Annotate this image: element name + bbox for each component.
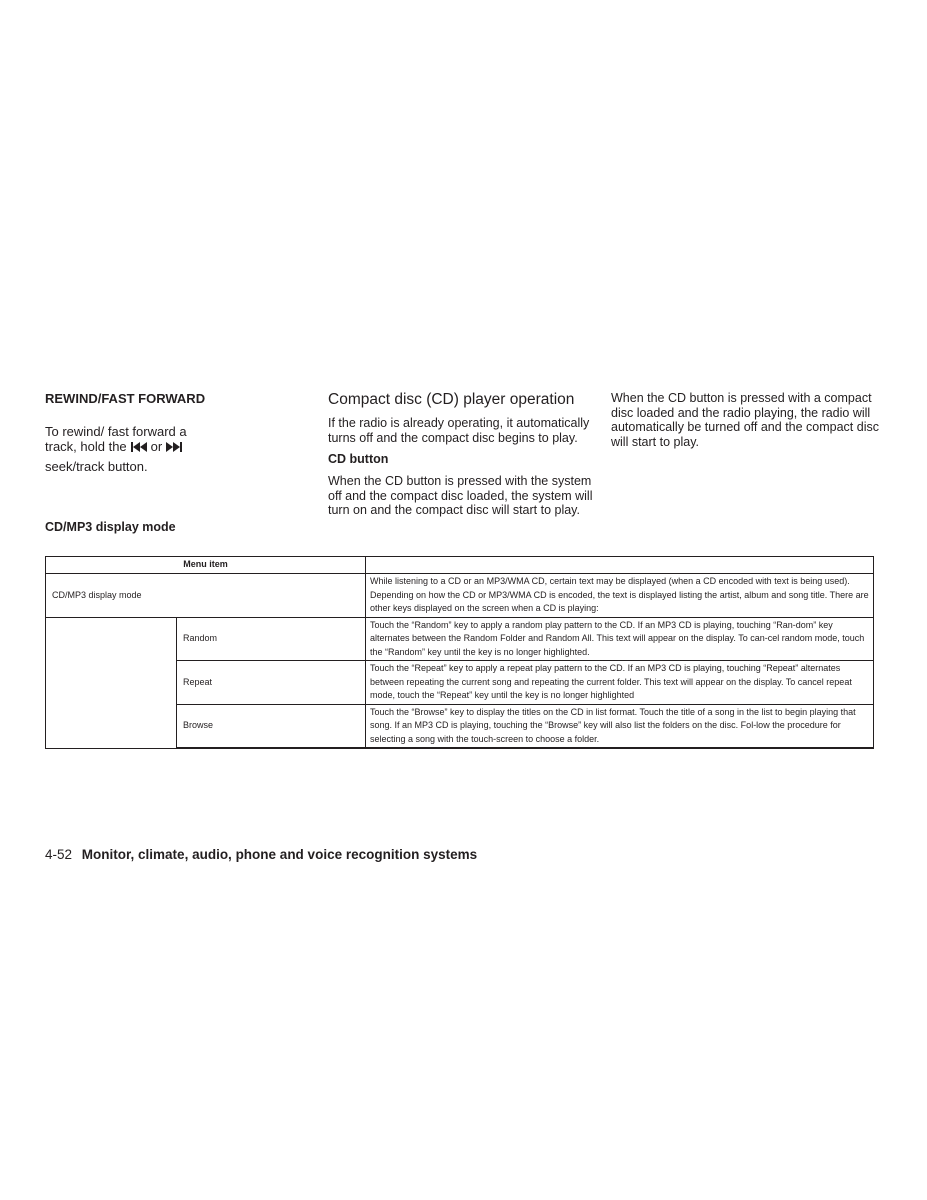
skip-forward-icon — [166, 440, 182, 455]
menu-item-description: Touch the “Random” key to apply a random play pattern to the CD. If an MP3 CD is playing, touching “Ran-dom” key alternates between the Random Folder and Random All. This text will appear on the display. To can-cel random mode, touch the “Random” key until the key is no longer highlighted. — [366, 617, 874, 661]
chapter-title: Monitor, climate, audio, phone and voice recognition systems — [81, 847, 478, 862]
menu-item-description: Touch the “Repeat” key to apply a repeat play pattern to the CD. If an MP3 CD is playing, touching “Repeat” alternates between repeating the current song and repeating the current folder. This text will appear on the display. To cancel repeat mode, touch the “Repeat” key until the key is no longer highlighted — [366, 661, 874, 705]
rewind-line-3: seek/track button. — [45, 459, 148, 475]
table-header-menu-item: Menu item — [46, 557, 366, 574]
display-mode-heading: CD/MP3 display mode — [45, 520, 176, 534]
rewind-line-1: To rewind/ fast forward a — [45, 424, 187, 439]
menu-item-label: Browse — [177, 704, 366, 748]
table-row — [46, 617, 874, 661]
menu-item-description: Touch the “Browse” key to display the titles on the CD in list format. Touch the title of a song in the list to begin playing that song. If an MP3 CD is playing, touching the “Browse” key will also list the folders on the disc. Fol-low the procedure for selecting a song with the touch-screen to choose a folder. — [366, 704, 874, 748]
table-header-row — [46, 557, 874, 574]
cd-button-text: When the CD button is pressed with the system off and the compact disc loaded, the system will turn on and the compact disc will start to play. — [328, 474, 593, 517]
menu-item-label: Repeat — [177, 661, 366, 705]
rewind-line-2-text: track, hold the — [45, 439, 127, 454]
page-number: 4-52 — [45, 847, 73, 862]
cd-button-heading: CD button — [328, 452, 389, 466]
menu-item-label: CD/MP3 display mode — [46, 574, 366, 618]
menu-item-description: While listening to a CD or an MP3/WMA CD, certain text may be displayed (when a CD encoded with text is being used). Depending on how the CD or MP3/WMA CD is encoded, the text is displayed listing the artist, album and song title. There are other keys displayed on the screen when a CD is playing: — [366, 574, 874, 618]
page-footer — [45, 846, 745, 864]
rewind-heading: REWIND/FAST FORWARD — [45, 391, 206, 406]
rewind-instructions — [45, 424, 235, 474]
table-row — [46, 574, 874, 618]
cd-playing-text: When the CD button is pressed with a compact disc loaded and the radio playing, the radio will automatically be turned off and the compact disc will start to play. — [611, 391, 879, 449]
menu-item-label: Random — [177, 617, 366, 661]
cd-intro-text: If the radio is already operating, it automatically turns off and the compact disc begins to play. — [328, 416, 590, 445]
rewind-or-text: or — [150, 439, 163, 454]
menu-item-table — [45, 556, 874, 749]
skip-back-icon — [131, 440, 147, 455]
cd-section-title: Compact disc (CD) player operation — [328, 391, 575, 408]
rewind-line-2 — [45, 439, 235, 455]
table-header-blank — [366, 557, 874, 574]
table-empty-cell — [46, 617, 177, 748]
